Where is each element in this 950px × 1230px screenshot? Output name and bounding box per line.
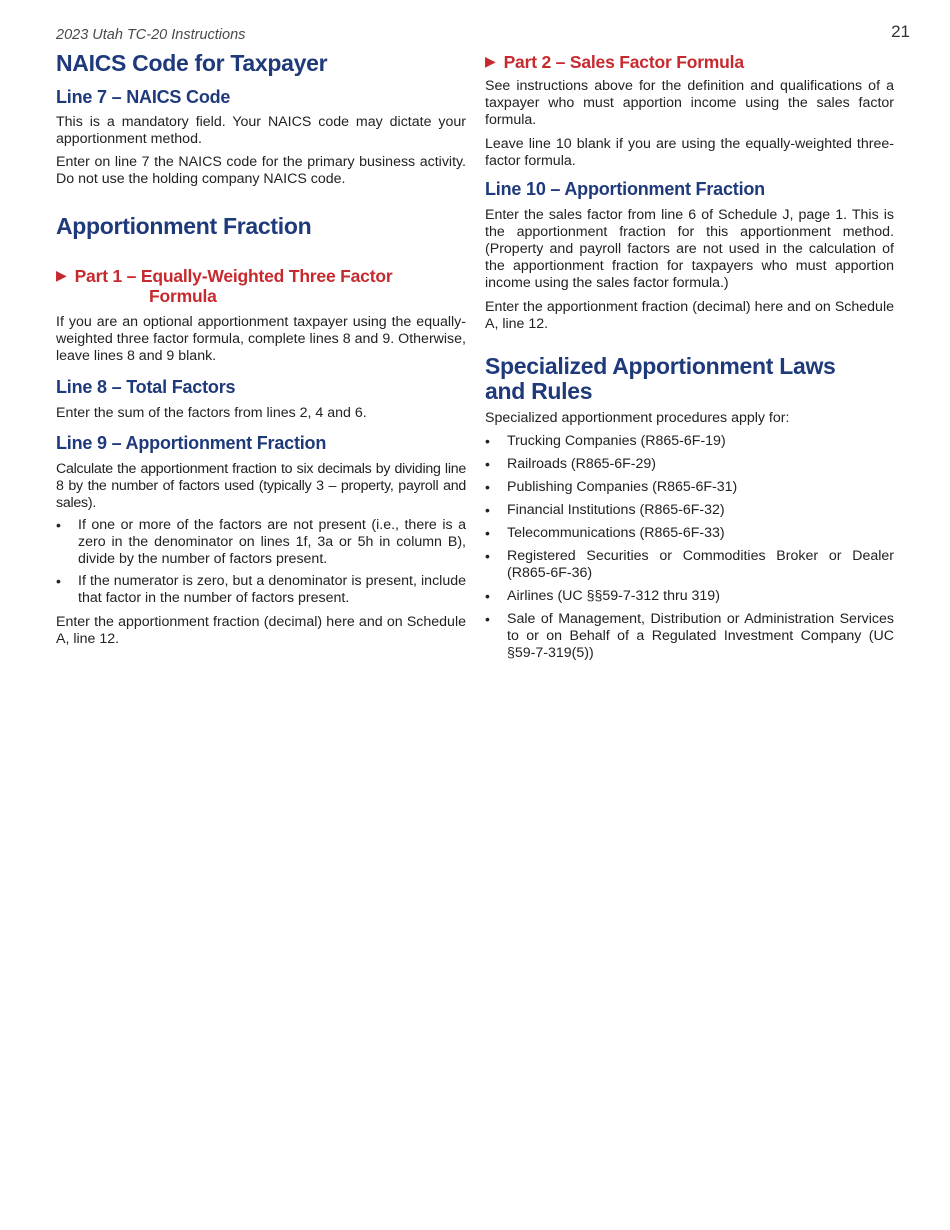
part1-heading-line2: Formula [149, 286, 217, 307]
naics-heading: NAICS Code for Taxpayer [56, 50, 328, 76]
part2-heading-text: Part 2 – Sales Factor Formula [503, 52, 744, 72]
specialized-intro: Specialized apportionment procedures apply for: [485, 410, 790, 427]
page-number: 21 [891, 22, 910, 41]
apportionment-heading: Apportionment Fraction [56, 213, 312, 240]
part1-heading [56, 266, 466, 286]
part1-heading-continued [56, 286, 466, 306]
specialized-list [485, 433, 894, 662]
list-item: • Railroads (R865-6F-29) [485, 456, 894, 473]
list-item: • If the numerator is zero, but a denominator is present, include that factor in the number of factors present. [56, 573, 466, 607]
list-item: • Registered Securities or Commodities Broker or Dealer (R865-6F-36) [485, 548, 894, 582]
right-column [485, 50, 894, 662]
specialized-heading-line1: Specialized Apportionment Laws [485, 352, 836, 379]
left-column [56, 50, 466, 648]
list-item: • Sale of Management, Distribution or Administration Services to or on Behalf of a Regulated Investment Company (UC §59-7-319(5)) [485, 611, 894, 662]
part2-paragraph-1: See instructions above for the definition and qualifications of a taxpayer who must apportion income using the sales factor formula. [485, 78, 894, 129]
line9-paragraph: Calculate the apportionment fraction to six decimals by dividing line 8 by the number of factors used (typically 3 – property, payroll and sales). [56, 460, 466, 511]
line10-paragraph-1: Enter the sales factor from line 6 of Schedule J, page 1. This is the apportionment fraction for this apportionment method. (Property and payroll factors are not used in the calculation of the apportionment fraction for taxpayers who must apportion income using the sales factor formula.) [485, 206, 894, 291]
list-item: • Trucking Companies (R865-6F-19) [485, 433, 894, 450]
triangle-right-icon: ▶ [56, 267, 67, 284]
part1-paragraph: If you are an optional apportionment taxpayer using the equally-weighted three factor formula, complete lines 8 and 9. Otherwise, leave lines 8 and 9 blank. [56, 314, 466, 365]
part1-heading-line1: Part 1 – Equally-Weighted Three Factor [74, 266, 393, 287]
line8-heading: Line 8 – Total Factors [56, 377, 236, 398]
list-item: • Publishing Companies (R865-6F-31) [485, 479, 894, 496]
line9-paragraph-2: Enter the apportionment fraction (decimal) here and on Schedule A, line 12. [56, 613, 466, 647]
list-item: • Financial Institutions (R865-6F-32) [485, 502, 894, 519]
specialized-heading-line2: and Rules [485, 378, 593, 405]
part2-heading [485, 52, 894, 72]
line7-paragraph-2: Enter on line 7 the NAICS code for the primary business activity. Do not use the holding company NAICS code. [56, 154, 466, 188]
list-item: • Airlines (UC §§59-7-312 thru 319) [485, 588, 894, 605]
line9-heading: Line 9 – Apportionment Fraction [56, 432, 327, 453]
line7-heading: Line 7 – NAICS Code [56, 86, 231, 107]
list-item: • If one or more of the factors are not present (i.e., there is a zero in the denominator on lines 1f, 3a or 5h in column B), divide by the number of factors present. [56, 517, 466, 568]
line7-paragraph-1: This is a mandatory field. Your NAICS code may dictate your apportionment method. [56, 114, 466, 148]
line9-bullet-list [56, 517, 466, 607]
running-header: 2023 Utah TC-20 Instructions [56, 27, 246, 43]
part2-paragraph-2: Leave line 10 blank if you are using the equally-weighted three-factor formula. [485, 136, 894, 170]
line8-paragraph: Enter the sum of the factors from lines 2, 4 and 6. [56, 404, 367, 421]
list-item: • Telecommunications (R865-6F-33) [485, 525, 894, 542]
line10-heading: Line 10 – Apportionment Fraction [485, 179, 765, 200]
specialized-heading [485, 354, 894, 406]
triangle-right-icon: ▶ [485, 53, 496, 69]
line10-paragraph-2: Enter the apportionment fraction (decimal) here and on Schedule A, line 12. [485, 298, 894, 332]
